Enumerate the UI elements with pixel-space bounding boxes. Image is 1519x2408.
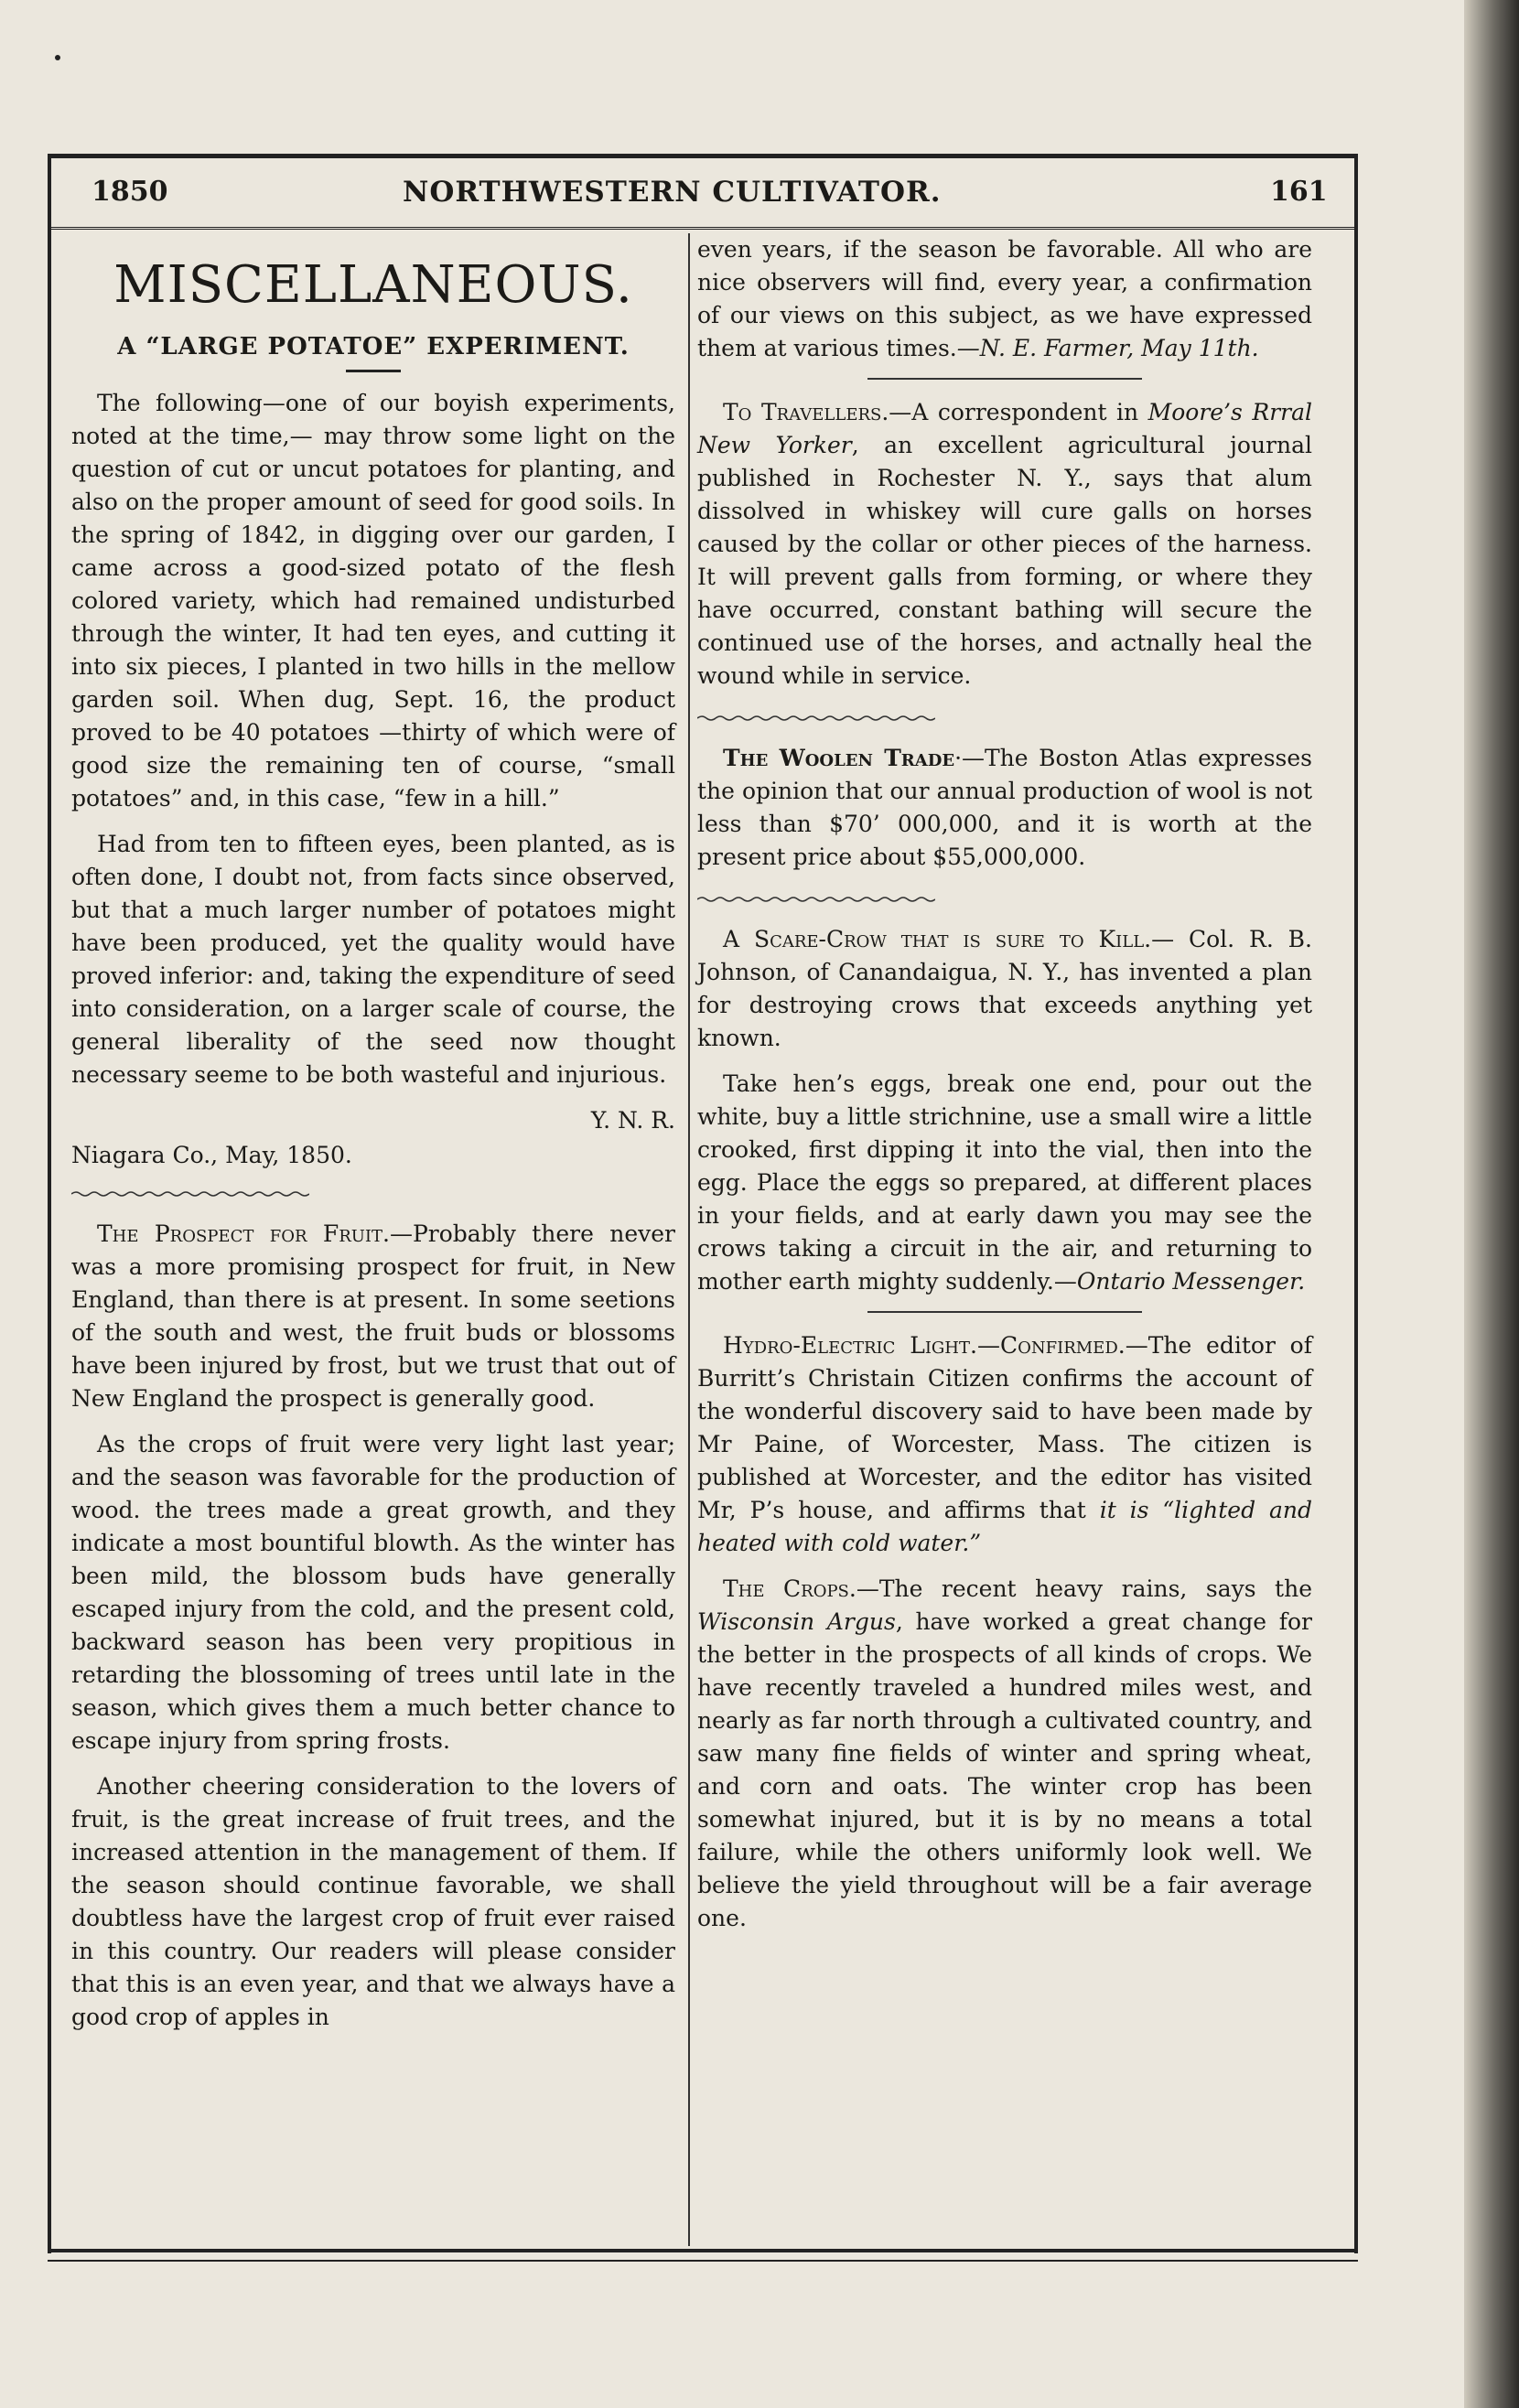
left-column (71, 233, 675, 2047)
potato-paragraph-1: The following—one of our boyish experiments, noted at the time,— may throw some light on the question of cut or uncut potatoes for planting, and also on the proper amount of seed for good soils. In the spring of 1842, in digging over our garden, I came across a good-sized potato of the flesh colored variety, which had remained undisturbed through the winter, It had ten eyes, and cutting it into six pieces, I planted in two hills in the mellow garden soil. When dug, Sept. 16, the product proved to be 40 potatoes —thirty of which were of good size the remaining ten of course, “small potatoes” and, in this case, “few in a hill.” (71, 390, 675, 812)
right-column (697, 233, 1312, 1948)
hydro-paragraph (697, 1329, 1312, 1560)
fruit-source: —N. E. Farmer, May 11th. (956, 335, 1259, 361)
short-rule (346, 370, 401, 372)
crops-paper: Wisconsin Argus (697, 1608, 896, 1635)
scarecrow-paragraph-2 (697, 1068, 1312, 1298)
travellers-text-b: , an excellent agricultural journal published in Rochester N. Y., says that alum dissolved in whiskey will cure galls on horses caused by the collar or other pieces of the harness. It will prevent galls from forming, or where they have occurred, constant bathing will secure the continued use of the horses, and actnally heal the wound while in service. (697, 432, 1312, 689)
travellers-text-a: —A correspondent in (889, 399, 1148, 425)
ink-dot (55, 55, 60, 60)
scarecrow-paragraph-1 (697, 923, 1312, 1055)
header-rule (51, 227, 1354, 230)
scarecrow-lead: A Scare-Crow that is sure to Kill. (723, 926, 1152, 952)
potato-signature: Y. N. R. (590, 1107, 675, 1134)
header-page-number: 161 (1270, 176, 1328, 208)
hydro-text: —The editor of Burritt’s Christain Citizen confirms the account of the wonderful discovery said to have been made by Mr Paine, of Worcester, Mass. The citizen is published at Worcester, and the editor has visited Mr, P’s house, and affirms that (697, 1332, 1312, 1523)
fruit-paragraph-2: As the crops of fruit were very light last year; and the season was favorable for the production of wood. the trees made a great growth, and they indicate a most bountiful blowth. As the winter has been mild, the blossom buds have generally escaped injury from the cold, and the present cold, backward season has been very propitious in retarding the blossoming of trees until late in the season, which gives them a much better chance to escape injury from spring frosts. (71, 1431, 675, 1754)
potato-article-title: A “LARGE POTATOE” EXPERIMENT. (117, 333, 630, 360)
potato-signoff (71, 1104, 675, 1137)
scarecrow-text-1: — Col. R. B. Johnson, of Canandaigua, N. Y., has invented a plan for destroying crows that exceeds anything yet known. (697, 926, 1312, 1051)
hydro-quote: it is “lighted and heated with cold water.” (697, 1497, 1312, 1556)
potato-place-date: Niagara Co., May, 1850. (71, 1142, 352, 1168)
travellers-lead: To Travellers. (723, 399, 889, 425)
crops-paragraph (697, 1573, 1312, 1935)
fruit-continued (697, 233, 1312, 365)
section-title: MISCELLANEOUS. (113, 255, 633, 315)
column-divider (688, 233, 690, 2246)
crops-text-a: —The recent heavy rains, says the (856, 1575, 1312, 1602)
header-title: NORTHWESTERN CULTIVATOR. (403, 176, 942, 209)
frame-left-rule (48, 154, 51, 2253)
separator-rule (867, 378, 1142, 380)
wavy-separator (697, 715, 935, 722)
wavy-separator (71, 1190, 309, 1198)
woolen-paragraph (697, 742, 1312, 874)
crops-text-b: , have worked a great change for the better in the prospects of all kinds of crops. We have recently traveled a hundred miles west, and nearly as far north through a cultivated country, and saw many fine fields of winter and spring wheat, and corn and oats. The winter crop has been somewhat injured, but it is by no means a total failure, while the others uniformly look well. We believe the yield throughout will be a fair average one. (697, 1608, 1312, 1931)
potato-paragraph-2: Had from ten to fifteen eyes, been planted, as is often done, I doubt not, from facts since observed, but that a much larger number of potatoes might have been produced, yet the quality would have proved inferior: and, taking the expenditure of seed into consideration, on a larger scale of course, the general liberality of the seed now thought necessary seeme to be both wasteful and injurious. (71, 831, 675, 1088)
scan-page-edge (1464, 0, 1519, 2408)
fruit-continued-text: even years, if the season be favorable. All who are nice observers will find, every year, a confirmation of our views on this subject, as we have expressed them at various times. (697, 236, 1312, 361)
fruit-paragraph-3: Another cheering consideration to the lovers of fruit, is the great increase of fruit trees, and the increased attention in the management of them. If the season should continue favorable, we shall doubtless have the largest crop of fruit ever raised in this country. Our readers will please consider that this is an even year, and that we always have a good crop of apples in (71, 1773, 675, 2030)
scarecrow-source: Ontario Messenger. (1076, 1268, 1306, 1295)
woolen-lead: The Woolen Trade (723, 745, 955, 771)
hydro-lead: Hydro-Electric Light.—Confirmed. (723, 1332, 1126, 1359)
fruit-text-1: —Probably there never was a more promising prospect for fruit, in New England, than there is at present. In some seetions of the south and west, the fruit buds or blossoms have been injured by frost, but we trust that out of New England the prospect is generally good. (71, 1220, 675, 1412)
woolen-text: ·—The Boston Atlas expresses the opinion that our annual production of wool is not less than $70’ 000,000, and it is worth at the present price about $55,000,000. (697, 745, 1312, 870)
header-year: 1850 (92, 176, 168, 208)
frame-bottom-rule-thin (48, 2260, 1358, 2262)
frame-right-rule (1354, 154, 1358, 2253)
travellers-paper: Moore’s Rrral New Yorker (697, 399, 1313, 458)
crops-lead: The Crops. (723, 1575, 856, 1602)
frame-top-rule (48, 154, 1358, 158)
wavy-separator (697, 896, 935, 903)
fruit-paragraph-1 (71, 1218, 675, 1415)
fruit-lead: The Prospect for Fruit. (97, 1220, 390, 1247)
travellers-paragraph (697, 396, 1312, 693)
separator-rule (867, 1311, 1142, 1313)
scarecrow-text-2: Take hen’s eggs, break one end, pour out the white, buy a little strichnine, use a small wire a little crooked, first dipping it into the vial, then into the egg. Place the eggs so prepared, at different places in your fields, and at early dawn you may see the crows taking a circuit in the air, and returning to mother earth mighty suddenly.— (697, 1070, 1312, 1295)
frame-bottom-rule (48, 2249, 1358, 2252)
